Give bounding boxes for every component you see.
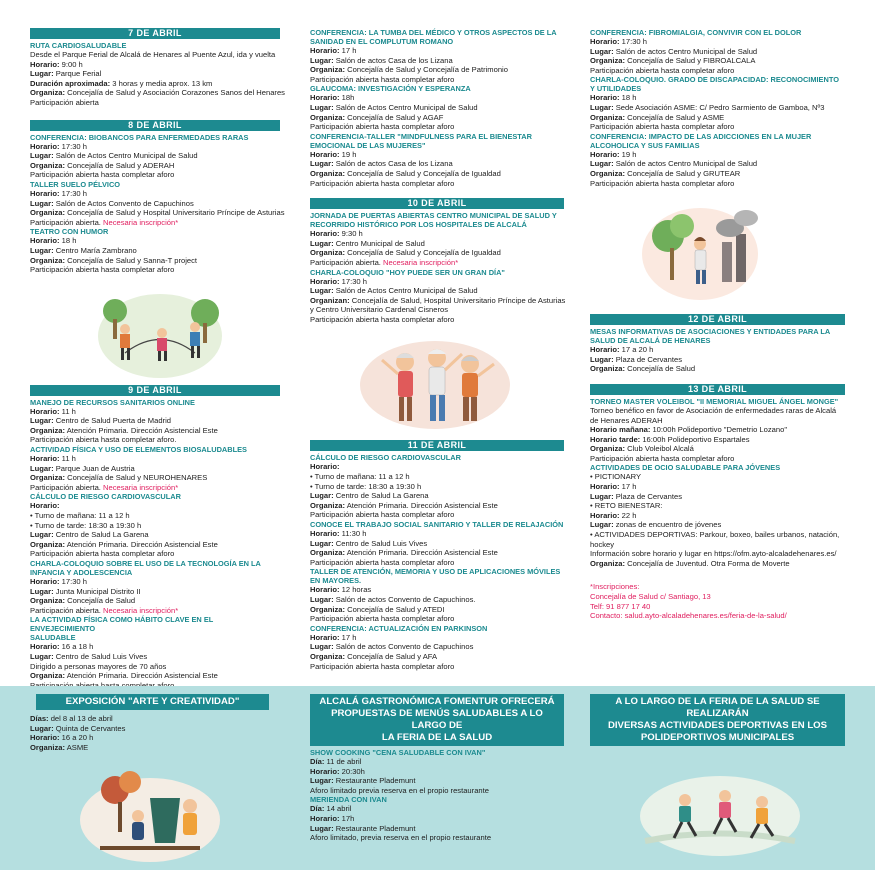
event-title: CÁLCULO DE RIESGO CARDIOVASCULAR (310, 453, 461, 463)
label: Organiza: (590, 364, 626, 374)
event-time: 11 h (59, 454, 76, 464)
event-place: Salón de actos Convento de Capuchinos. (333, 595, 476, 604)
event-place: Salón de Actos Centro Municipal de Salud (333, 102, 478, 112)
exhibition-title: EXPOSICIÓN "ARTE Y CREATIVIDAD" (36, 694, 269, 710)
event-time: 18 h (619, 93, 637, 103)
event-line: Desde el Parque Ferial de Alcalá de Henares al Puente Azul, ida y vuelta (30, 50, 276, 59)
event-place: Plaza de Cervantes (613, 491, 683, 501)
label: Lugar: (590, 46, 614, 56)
label: Organiza: (590, 168, 626, 178)
event-organizer: Concejalía de Salud y Concejalía de Igualdad (345, 248, 501, 258)
activity-item: • RETO BIENESTAR: (590, 501, 663, 511)
event-title: SANIDAD EN EL COMPLUTUM ROMANO (310, 37, 454, 46)
label: Lugar: (30, 463, 54, 473)
label: Organiza: (590, 112, 626, 122)
label: Organiza: (30, 671, 66, 681)
event-organizer: Concejalía de Salud y AGAF (345, 112, 444, 122)
event-organizer-cont: y Centro Universitario Cardenal Cisneros (310, 305, 449, 315)
event-place: Salón de actos Centro Municipal de Salud (613, 46, 758, 56)
label: Organiza: (310, 548, 346, 558)
column-1 (30, 28, 285, 690)
sports-title-line: A LO LARGO DE LA FERIA DE LA SALUD SE REALIZARÁN (615, 696, 820, 719)
event-title: JORNADA DE PUERTAS ABIERTAS CENTRO MUNICIPAL DE SALUD Y (310, 211, 557, 221)
event-time: 16 a 20 h (59, 733, 94, 743)
event-duration: Duración aproximada: 3 horas y media aprox. 13 km (30, 78, 213, 88)
label: Organiza: (30, 425, 66, 435)
event-organizer: Atención Primaria. Dirección Asistencial Este (65, 539, 218, 549)
event-organizer: Concejalía de Salud y NEUROHENARES (65, 473, 208, 483)
label: Horario: (310, 462, 340, 472)
activity-item: • ACTIVIDADES DEPORTIVAS: Parkour, boxeo, bailes urbanos, natación, (590, 530, 840, 540)
event-organizer: Concejalía de Salud y ADERAH (65, 160, 175, 170)
event-title: ACTIVIDAD FÍSICA Y USO DE ELEMENTOS BIOSALUDABLES (30, 445, 247, 455)
event-line: Aforo limitado previa reserva en el propio restaurante (310, 785, 489, 795)
label: Horario: (310, 149, 340, 159)
event-organizer: Club Voleibol Alcalá (625, 444, 694, 454)
event-time: 9:30 h (339, 229, 363, 239)
event-participation: Participación abierta. (30, 482, 101, 492)
event-time: 18 h (59, 236, 77, 246)
event-title: SHOW COOKING "CENA SALUDABLE CON IVAN" (310, 748, 486, 757)
label: Organiza: (310, 168, 346, 178)
label: Organiza: (30, 473, 66, 483)
label: Lugar: (310, 159, 334, 169)
info-link[interactable]: Información sobre horario y lugar en https://ofm.ayto-alcaladehenares.es/ (590, 549, 837, 559)
event-place: Salón de actos Convento de Capuchinos (333, 642, 474, 652)
label: Horario: (30, 454, 60, 464)
registration-note: Necesaria inscripción* (380, 257, 459, 267)
event-participation: Participación abierta hasta completar aforo. (30, 435, 177, 445)
label: Horario: (310, 46, 340, 55)
event-organizer: Atención Primaria. Dirección Asistencial Este (65, 671, 218, 681)
event-participation: Participación abierta hasta completar aforo (30, 549, 175, 559)
event-title: TORNEO MASTER VOLEIBOL "II MEMORIAL MIGUEL ÁNGEL MONGE" (590, 396, 839, 406)
event-organizer: Concejalía de Salud y AFA (345, 651, 438, 661)
day-header-12: 12 DE ABRIL (590, 314, 845, 325)
event-organizer: Organiza: Concejalía de Salud y Asociación Corazones Sanos del Henares (30, 88, 285, 98)
column-3 (590, 28, 845, 621)
event-time: 17:30 h (59, 188, 87, 198)
event-time: 17:30 h (59, 577, 87, 586)
event-time: 17 a 20 h (619, 345, 654, 355)
label: Horario: (310, 529, 340, 539)
event-title: SALUD DE ALCALÁ DE HENARES (590, 336, 711, 346)
event-place: Salón de Actos Convento de Capuchinos (53, 198, 194, 208)
event-participation: Participación abierta hasta completar aforo (310, 614, 455, 624)
event-organizer: Atención Primaria. Dirección Asistencial Este (345, 500, 498, 510)
shift-morning: • Turno de mañana: 11 a 12 h (30, 511, 130, 521)
label: Horario: (590, 510, 620, 520)
label: Lugar: (310, 538, 334, 548)
event-participation: Participación abierta. (310, 257, 381, 267)
event-title: TALLER SUELO PÉLVICO (30, 179, 121, 189)
event-place: Centro de Salud Luis Vives (53, 651, 148, 661)
event-participation: Participación abierta. (30, 217, 101, 227)
label: Lugar: (310, 102, 334, 112)
event-title: TEATRO CON HUMOR (30, 227, 109, 237)
contact-block (590, 582, 845, 620)
label: Horario: (30, 577, 60, 586)
shift-afternoon: • Turno de tarde: 18:30 a 19:30 h (30, 520, 142, 530)
day-header-9: 9 DE ABRIL (30, 385, 280, 396)
event-organizer: Concejalía de Salud y Concejalía de Patrimonio (345, 65, 508, 75)
event-place: Salón de Actos Centro Municipal de Salud (333, 286, 478, 296)
event-participation: Participación abierta hasta completar aforo (590, 453, 735, 463)
sports-title-line: POLIDEPORTIVOS MUNICIPALES (640, 732, 795, 743)
event-title: RUTA CARDIOSALUDABLE (30, 41, 127, 50)
gastronomy-title-line: LA FERIA DE LA SALUD (381, 732, 493, 743)
event-organizer: Atención Primaria. Dirección Asistencial Este (65, 425, 218, 435)
label: Horario mañana: (590, 425, 651, 435)
event-participation: Participación abierta (30, 97, 99, 107)
event-organizer: ASME (65, 742, 89, 752)
label: Organiza: (310, 65, 346, 75)
event-title: ALCOHOLICA Y SUS FAMILIAS (590, 140, 700, 150)
event-title: CONFERENCIA: LA TUMBA DEL MÉDICO Y OTROS ASPECTOS DE LA (310, 28, 557, 37)
gastronomy-box (310, 694, 564, 843)
event-participation: Participación abierta hasta completar aforo (310, 510, 455, 520)
event-organizer: Concejalía de Salud y ASME (625, 112, 725, 122)
event-place: Centro de Salud La Garena (333, 491, 429, 501)
event-organizer: Atención Primaria. Dirección Asistencial Este (345, 548, 498, 558)
event-place: Centro Municipal de Salud (333, 238, 425, 248)
label: Lugar: (30, 416, 54, 426)
label: Horario: (310, 229, 340, 239)
event-participation: Participación abierta hasta completar aforo (30, 170, 175, 180)
registration-note: Necesaria inscripción* (100, 482, 179, 492)
event-line: de Henares ADERAH (590, 415, 663, 425)
event-organizer: Concejalía de Salud, Hospital Universitario Príncipe de Asturias (349, 295, 566, 305)
label: Horario: (30, 406, 60, 416)
label: Horario tarde: (590, 434, 641, 444)
event-place: Quinta de Cervantes (53, 723, 126, 733)
label: Organiza: (30, 208, 66, 218)
art-illustration (30, 758, 275, 871)
event-title: EMOCIONAL DE LAS MUJERES" (310, 140, 426, 150)
event-title: CONFERENCIA: BIOBANCOS PARA ENFERMEDADES RARAS (30, 132, 249, 142)
event-place: Centro María Zambrano (53, 245, 137, 255)
event-title: ACTIVIDADES DE OCIO SALUDABLE PARA JÓVENES (590, 463, 781, 473)
environment-illustration (590, 196, 845, 308)
day-header-13: 13 DE ABRIL (590, 384, 845, 395)
event-place: Restaurante Plademunt (333, 823, 416, 833)
label: Lugar: (30, 651, 54, 661)
event-date: 11 de abril (324, 757, 362, 766)
event-title: Y UTILIDADES (590, 84, 642, 94)
label: Lugar: (590, 354, 614, 364)
event-title: CONFERENCIA: ACTUALIZACIÓN EN PARKINSON (310, 623, 488, 633)
day-header-11: 11 DE ABRIL (310, 440, 564, 451)
label: Lugar: (590, 520, 614, 530)
event-time: 17h (339, 813, 355, 823)
event-time: 11:30 h (339, 529, 367, 539)
label: Lugar: (590, 102, 614, 112)
event-place: Centro de Salud Puerta de Madrid (53, 416, 171, 426)
activity-item-cont: hockey (590, 539, 615, 549)
label: Organizan: (310, 295, 350, 305)
event-organizer: Concejalía de Salud y Sanna-T project (65, 255, 198, 265)
event-participation: Participación abierta hasta completar aforo (590, 122, 735, 132)
activity-item: • PICTIONARY (590, 472, 642, 482)
label: Horario: (30, 236, 60, 246)
event-place: Salón de Actos Centro Municipal de Salud (53, 151, 198, 161)
label: Lugar: (310, 642, 334, 652)
label: Horario: (310, 276, 340, 286)
event-place: Parque Juan de Austria (53, 463, 135, 473)
label: Lugar: (30, 245, 54, 255)
label: Lugar: (310, 238, 334, 248)
event-time: 19 h (619, 149, 637, 159)
registration-note: Necesaria inscripción* (100, 605, 179, 615)
kids-playing-illustration (30, 281, 280, 381)
label: Horario: (30, 733, 60, 743)
event-title: MESAS INFORMATIVAS DE ASOCIACIONES Y ENTIDADES PARA LA (590, 327, 831, 337)
event-title: MERIENDA CON IVAN (310, 795, 387, 805)
event-organizer: Concejalía de Salud y ATEDI (345, 604, 445, 614)
event-participation: Participación abierta hasta completar aforo (30, 265, 175, 275)
event-title: MANEJO DE RECURSOS SANITARIOS ONLINE (30, 397, 195, 407)
label: Lugar: (310, 55, 334, 65)
event-organizer: Concejalía de Salud y GRUTEAR (625, 168, 741, 178)
event-title: CONFERENCIA: FIBROMIALGIA, CONVIVIR CON EL DOLOR (590, 28, 802, 37)
label: Lugar: (310, 595, 334, 604)
label: Horario: (30, 642, 60, 652)
event-title: CHARLA-COLOQUIO "HOY PUEDE SER UN GRAN DÍA" (310, 267, 505, 277)
label: Organiza: (590, 558, 626, 568)
event-title: CONOCE EL TRABAJO SOCIAL SANITARIO Y TALLER DE RELAJACIÓN (310, 520, 564, 530)
seniors-exercising-illustration (310, 330, 564, 434)
shift-morning: • Turno de mañana: 11 a 12 h (310, 472, 410, 482)
label: Horario: (310, 585, 340, 595)
label: Horario: (310, 632, 340, 642)
label: Lugar: (590, 159, 614, 169)
event-line: Dirigido a personas mayores de 70 años (30, 661, 167, 671)
event-time: Horario: 9:00 h (30, 59, 83, 69)
event-participation: Participación abierta hasta completar aforo (310, 661, 455, 671)
event-title: CHARLA-COLOQUIO. GRADO DE DISCAPACIDAD: RECONOCIMIENTO (590, 75, 839, 85)
sports-title (590, 694, 845, 746)
event-title: CHARLA-COLOQUIO SOBRE EL USO DE LA TECNOLOGÍA EN LA (30, 559, 261, 568)
event-organizer: Concejalía de Juventud. Otra Forma de Moverte (625, 558, 790, 568)
event-time: 22 h (619, 510, 637, 520)
label: Organiza: (310, 248, 346, 258)
event-place: Salón de actos Casa de los Lizana (333, 55, 453, 65)
label: Lugar: (310, 491, 334, 501)
label: Día: (310, 757, 325, 766)
event-time: 19 h (339, 149, 357, 159)
event-title: GLAUCOMA: INVESTIGACIÓN Y ESPERANZA (310, 84, 471, 94)
day-header-10: 10 DE ABRIL (310, 198, 564, 209)
exhibition-box (30, 694, 275, 871)
event-place: Salón de actos Casa de los Lizana (333, 159, 453, 169)
label: Lugar: (30, 586, 54, 596)
event-time: 17:30 h (619, 37, 647, 46)
contact-heading: *Inscripciones: (590, 582, 640, 592)
event-place: Plaza de Cervantes (613, 354, 683, 364)
event-time: 18h (339, 93, 355, 103)
label: Organiza: (310, 604, 346, 614)
event-title: LA ACTIVIDAD FÍSICA COMO HÁBITO CLAVE EN EL ENVEJECIMIENTO (30, 615, 214, 634)
label: Días: (30, 714, 49, 723)
event-place: Centro de Salud La Garena (53, 530, 149, 540)
label: Horario: (30, 141, 60, 151)
label: Lugar: (590, 491, 614, 501)
label: Organiza: (30, 742, 66, 752)
event-participation: Participación abierta hasta completar aforo (590, 178, 735, 188)
event-organizer: Concejalía de Salud y Concejalía de Igualdad (345, 168, 501, 178)
contact-address: Concejalía de Salud c/ Santiago, 13 (590, 592, 711, 601)
event-participation: Participación abierta hasta completar aforo (310, 74, 455, 84)
event-participation: Participación abierta hasta completar aforo (310, 314, 455, 324)
label: Horario: (310, 813, 340, 823)
event-place: Restaurante Plademunt (333, 776, 416, 786)
event-title: TALLER DE ATENCIÓN, MEMORIA Y USO DE APLICACIONES MÓVILES (310, 567, 561, 577)
sports-box (590, 694, 845, 869)
event-time: 11 h (59, 406, 76, 416)
event-place: Centro de Salud Luis Vives (333, 538, 428, 548)
event-title: SALUDABLE (30, 633, 76, 643)
event-organizer: Concejalía de Salud y Hospital Universitario Príncipe de Asturias (65, 208, 285, 218)
label: Horario: (590, 149, 620, 159)
label: Día: (310, 804, 325, 814)
label: Horario: (590, 93, 620, 103)
label: Organiza: (590, 56, 626, 66)
sports-title-line: DIVERSAS ACTIVIDADES DEPORTIVAS EN LOS (607, 720, 828, 731)
event-title: CONFERENCIA-TALLER "MINDFULNESS PARA EL BIENESTAR (310, 131, 532, 141)
label: Lugar: (30, 723, 54, 733)
day-header-8: 8 DE ABRIL (30, 120, 280, 131)
event-time: 17:30 h (59, 141, 87, 151)
gastronomy-title-line: ALCALÁ GASTRONÓMICA FOMENTUR OFRECERÁ (319, 696, 555, 707)
event-date: del 8 al 13 de abril (48, 714, 113, 723)
label: Horario: (30, 188, 60, 198)
event-organizer: Concejalía de Salud (65, 596, 136, 606)
event-time: 17 h (619, 482, 637, 492)
event-organizer: Concejalía de Salud y FIBROALCALA (625, 56, 756, 66)
label: Organiza: (310, 112, 346, 122)
label: Lugar: (30, 530, 54, 540)
label: Horario: (310, 93, 340, 103)
shift-afternoon: • Turno de tarde: 18:30 a 19:30 h (310, 481, 422, 491)
event-line: Aforo limitado, previa reserva en el propio restaurante (310, 833, 492, 843)
column-2 (310, 28, 564, 671)
label: Horario: (590, 482, 620, 492)
event-participation: Participación abierta. (30, 605, 101, 615)
event-title: RECORRIDO HISTÓRICO POR LOS HOSPITALES DE ALCALÁ (310, 220, 527, 230)
label: Lugar: (30, 198, 54, 208)
label: Horario: (590, 37, 620, 46)
event-title: INFANCIA Y ADOLESCENCIA (30, 568, 133, 577)
label: Lugar: (30, 151, 54, 161)
event-time: 16 a 18 h (59, 642, 94, 652)
day-header-7: 7 DE ABRIL (30, 28, 280, 39)
event-organizer: Concejalía de Salud (625, 364, 696, 374)
event-title: EN MAYORES. (310, 576, 362, 586)
label: Organiza: (30, 596, 66, 606)
event-date: 14 abril (324, 804, 352, 814)
event-place: Lugar: Parque Ferial (30, 69, 102, 79)
gastronomy-title-line: PROPUESTAS DE MENÚS SALUDABLES A LO LARGO DE (331, 708, 543, 731)
runners-illustration (590, 756, 845, 869)
contact-link[interactable]: Contacto: salud.ayto-alcaladehenares.es/feria-de-la-salud/ (590, 611, 787, 621)
contact-phone: Telf: 91 877 17 40 (590, 601, 651, 611)
label: Horario: (310, 766, 340, 776)
event-place: Sede Asociación ASME: C/ Pedro Sarmiento de Gamboa, Nº3 (613, 102, 825, 112)
event-time: 17 h (339, 632, 357, 642)
registration-note: Necesaria inscripción* (100, 217, 179, 227)
event-participation: Participación abierta hasta completar aforo (310, 178, 455, 188)
label: Organiza: (30, 160, 66, 170)
label: Organiza: (590, 444, 626, 454)
label: Organiza: (310, 500, 346, 510)
event-participation: Participación abierta hasta completar aforo (310, 557, 455, 567)
event-time: 20:30h (339, 766, 365, 776)
event-line: Torneo benéfico en favor de Asociación de enfermedades raras de Alcalá (590, 405, 837, 415)
label: Lugar: (310, 286, 334, 296)
label: Horario: (590, 345, 620, 355)
event-time: 12 horas (339, 585, 372, 595)
label: Organiza: (30, 539, 66, 549)
event-title: CÁLCULO DE RIESGO CARDIOVASCULAR (30, 492, 181, 502)
label: Organiza: (310, 651, 346, 661)
event-time: 17:30 h (339, 276, 367, 286)
event-time: 10:00h Polideportivo "Demetrio Lozano" (650, 425, 788, 435)
label: Lugar: (310, 776, 334, 786)
gastronomy-title (310, 694, 564, 746)
event-title: CONFERENCIA: IMPACTO DE LAS ADICCIONES EN LA MUJER (590, 131, 812, 141)
event-place: Salón de actos Centro Municipal de Salud (613, 159, 758, 169)
event-participation: Participación abierta hasta completar aforo (590, 65, 735, 75)
label: Horario: (30, 501, 60, 511)
label: Organiza: (30, 255, 66, 265)
event-place: Junta Municipal Distrito II (53, 586, 141, 596)
label: Lugar: (310, 823, 334, 833)
event-time: 17 h (339, 46, 357, 55)
event-participation: Participación abierta hasta completar aforo (310, 122, 455, 132)
event-time: 16:00h Polideportivo Espartales (640, 434, 750, 444)
event-place: zonas de encuentro de jóvenes (613, 520, 722, 530)
